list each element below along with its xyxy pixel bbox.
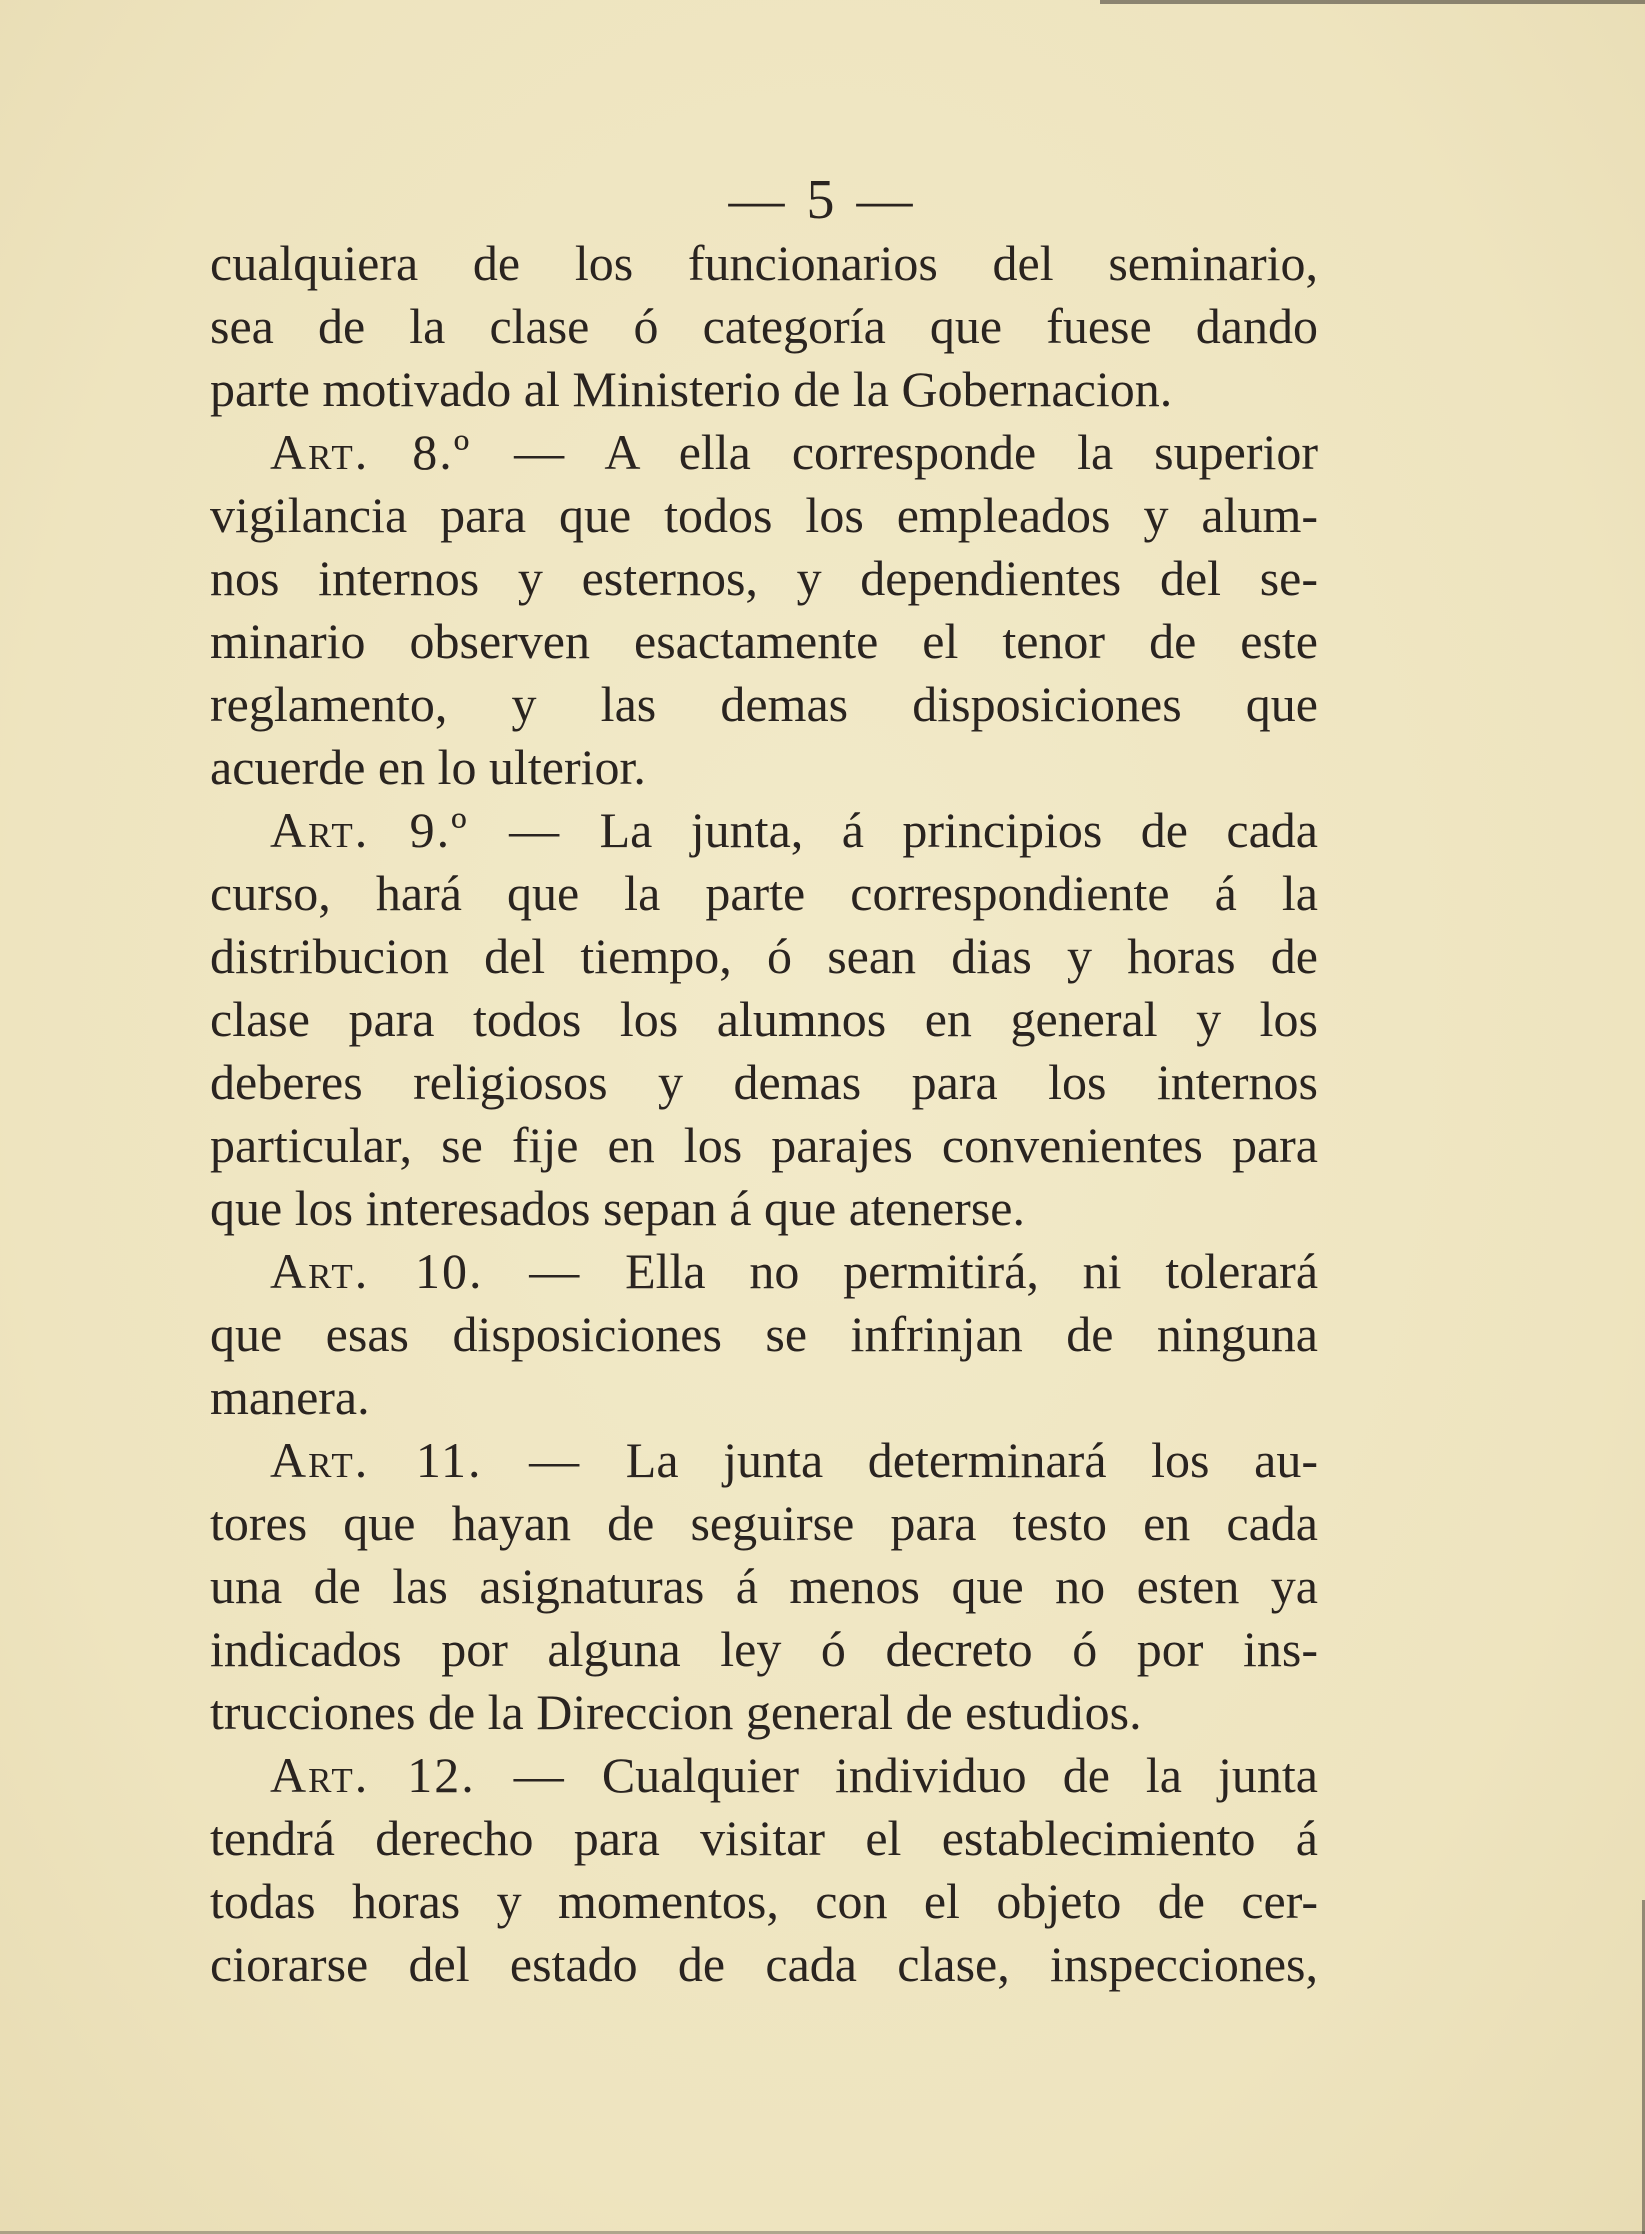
text-line: reglamento, y las demas disposiciones que xyxy=(210,676,1318,732)
text-fragment: Ella no permitirá, ni tolerará xyxy=(625,1243,1319,1299)
text-line: parte motivado al Ministerio de la Gobernacion. xyxy=(210,361,1173,417)
text-line: minario observen esactamente el tenor de este xyxy=(210,613,1318,669)
article-label: Art. 8.º — xyxy=(270,424,567,480)
text-fragment: A ella corresponde la superior xyxy=(604,424,1319,480)
text-line: deberes religiosos y demas para los internos xyxy=(210,1054,1318,1110)
text-line: ciorarse del estado de cada clase, inspecciones, xyxy=(210,1936,1318,1992)
text-line: tendrá derecho para visitar el establecimiento á xyxy=(210,1810,1318,1866)
text-line: que esas disposiciones se infrinjan de ninguna xyxy=(210,1306,1318,1362)
text-line: todas horas y momentos, con el objeto de cer- xyxy=(210,1873,1318,1929)
article-first-line xyxy=(210,421,1318,484)
page-number: — 5 — xyxy=(728,169,917,231)
text-line: tores que hayan de seguirse para testo en cada xyxy=(210,1495,1318,1551)
text-line: trucciones de la Direccion general de estudios. xyxy=(210,1684,1142,1740)
article-label: Art. 9.º — xyxy=(270,802,562,858)
text-line: distribucion del tiempo, ó sean dias y horas de xyxy=(210,928,1318,984)
article-first-line xyxy=(210,1240,1318,1303)
text-line: sea de la clase ó categoría que fuese dando xyxy=(210,298,1318,354)
body-text xyxy=(210,232,1318,1996)
article-label: Art. 11. — xyxy=(270,1432,582,1488)
text-line: clase para todos los alumnos en general y los xyxy=(210,991,1318,1047)
text-fragment: Cualquier individuo de la junta xyxy=(601,1747,1318,1803)
text-line: una de las asignaturas á menos que no esten ya xyxy=(210,1558,1318,1614)
page-edge-top xyxy=(1100,0,1645,4)
text-line: acuerde en lo ulterior. xyxy=(210,739,646,795)
text-line: manera. xyxy=(210,1369,370,1425)
article-label: Art. 12. — xyxy=(270,1747,566,1803)
text-line: curso, hará que la parte correspondiente á la xyxy=(210,865,1318,921)
article-label: Art. 10. — xyxy=(270,1243,582,1299)
article-first-line xyxy=(210,1744,1318,1807)
text-line: que los interesados sepan á que atenerse. xyxy=(210,1180,1025,1236)
text-line: particular, se fije en los parajes convenientes para xyxy=(210,1117,1318,1173)
article-first-line xyxy=(210,1429,1318,1492)
article-first-line xyxy=(210,799,1318,862)
text-line: indicados por alguna ley ó decreto ó por ins- xyxy=(210,1621,1318,1677)
text-line: vigilancia para que todos los empleados y alum- xyxy=(210,487,1318,543)
text-fragment: La junta, á principios de cada xyxy=(599,802,1318,858)
text-fragment: La junta determinará los au- xyxy=(625,1432,1318,1488)
text-line: nos internos y esternos, y dependientes del se- xyxy=(210,550,1318,606)
text-line: cualquiera de los funcionarios del seminario, xyxy=(210,235,1318,291)
